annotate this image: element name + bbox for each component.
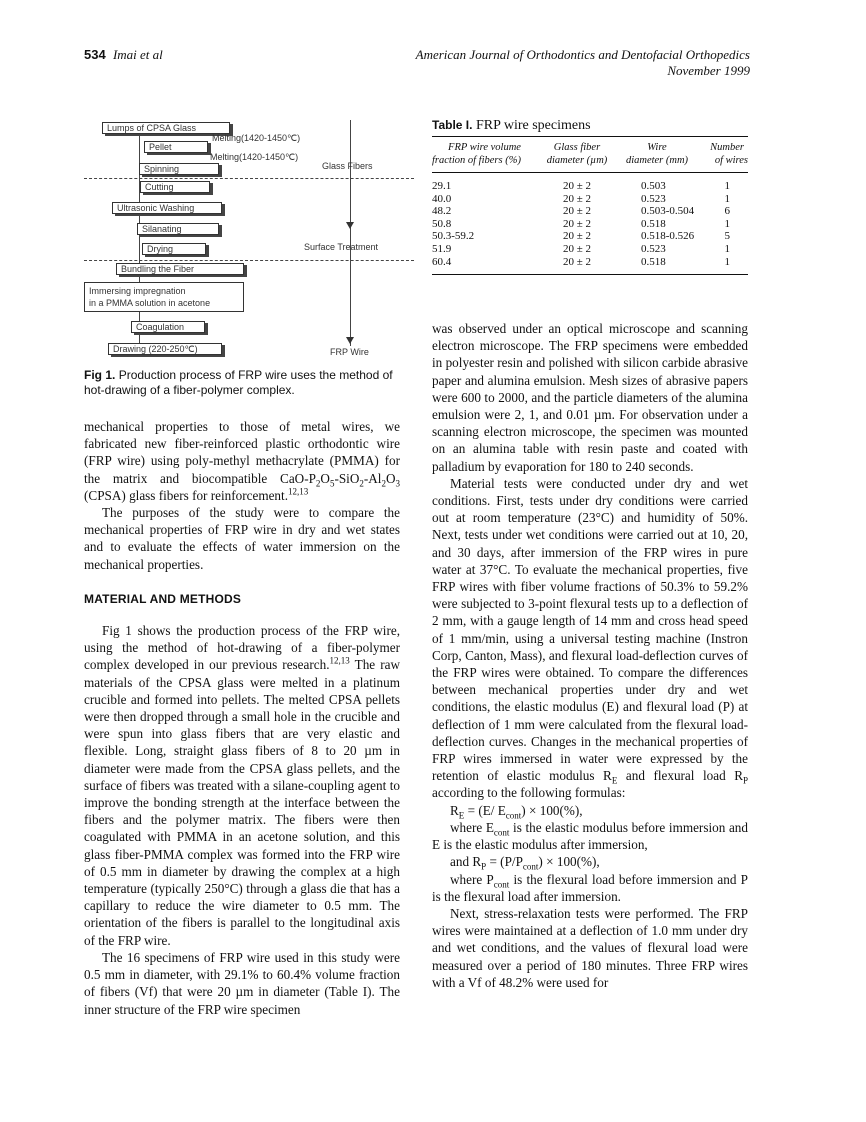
- text-run: and flexural load R: [617, 768, 743, 784]
- arrow-down-icon: [346, 337, 354, 344]
- table-row: [432, 256, 748, 275]
- table-title-text: FRP wire specimens: [475, 118, 591, 133]
- paragraph: The 16 specimens of FRP wire used in this study were 0.5 mm in diameter, with 29.1% to 60.4% volume fraction of fibers (Vf) that were 20 µm in diameter (Table I). The inner structure of the FRP wire specimen: [84, 949, 400, 1017]
- subscript: P: [743, 775, 749, 786]
- header-line: Glass fiber: [553, 142, 601, 153]
- table-cell: 0.518: [641, 255, 666, 268]
- figure-label: Fig 1.: [84, 368, 116, 382]
- table-cell: 0.518: [641, 217, 666, 230]
- text-run: mechanical properties to those of metal wires, we fabricated new fiber-reinforced plastic orthodontic wire (FRP wire) using poly-methyl methacrylate (PMMA) for the matrix and biocompatible CaO-P: [84, 419, 400, 486]
- subscript: E: [611, 775, 618, 786]
- header-line: diameter (mm): [625, 155, 689, 166]
- step-immersing-line-1: Immersing impregnation: [89, 286, 186, 296]
- table-cell: 1: [724, 180, 730, 192]
- step-ultrasonic-washing: Ultrasonic Washing: [112, 202, 222, 214]
- table-row: [432, 205, 748, 218]
- table-cell: 1: [724, 255, 730, 268]
- text-run: and R: [450, 854, 482, 870]
- journal-name: American Journal of Orthodontics and Dentofacial Orthopedics: [415, 47, 750, 62]
- issue-date: November 1999: [667, 63, 750, 78]
- formula-re: [432, 802, 748, 819]
- step-immersing: [84, 282, 244, 312]
- text-run: Fig 1 shows the production process of the FRP wire, using the method of hot-drawing of a fiber-polymer complex developed in our previous research.: [84, 623, 400, 673]
- text-run: R: [450, 802, 459, 818]
- table-title: [432, 118, 591, 134]
- table-cell: 0.503-0.504: [641, 205, 695, 218]
- table-cell: 20 ± 2: [562, 217, 592, 230]
- table-cell: 50.3-59.2: [432, 230, 475, 243]
- step-spinning: Spinning: [139, 163, 219, 175]
- authors: Imai et al: [112, 47, 163, 62]
- table-row: [432, 173, 748, 193]
- text-run: O: [385, 470, 396, 486]
- text-run: = (E/ E: [464, 802, 506, 818]
- page-number: 534: [84, 47, 106, 62]
- table-cell: 50.8: [432, 217, 452, 230]
- subscript: P: [481, 861, 487, 872]
- table-cell: 51.9: [432, 242, 452, 255]
- paragraph: [84, 418, 400, 504]
- paragraph: was observed under an optical microscope and scanning electron microscope. The FRP specimens were embedded in polyester resin and polished with silicon carbide abrasive paper and alumina emulsion. Mesh sizes of abrasive papers were 600 to 2000, and the particle diameters of the alumina emulsion were 2, 1, and 0.01 µm. For observation under a scanning electron microscope, the specimen was mounted on an alumina table with resin paste and coated with palladium by evaporation for 180 to 240 seconds.: [432, 321, 748, 474]
- text-run: The raw materials of the CPSA glass were melted in a platinum crucible and formed into pellets. The melted CPSA pellets were then dropped through a small hole in the crucible and were spun into glass fibers that are very elastic and flexible. Long, straight glass fibers of 8 to 20 µm in diameter were made from the CPSA glass pellets, and the surface of fibers was treated with a silane-coupling agent to improve the bonding strength at the interface between the fibers and the polymer matrix. The fibers were then coagulated with PMMA in an acetone solution, and this glass fiber-PMMA complex was formed into the FRP wire of 0.5 mm in diameter by drawing the complex at a high temperature (typically 250°C) through a glass die that has a capillary to reduce the wire diameter to 0.5 mm. The orientation of the fibers is parallel to the longitudinal axis of the FRP wire.: [84, 657, 400, 948]
- table-cell: 20 ± 2: [562, 192, 592, 205]
- text-run: Material tests were conducted under dry and wet conditions. First, tests under dry conditions were carried out at room temperature (23°C) and humidity of 50%. Next, tests under wet conditions were carried out at 10, 20, and 30 days, after immersion of the FRP wires in pure water at 37°C. To evaluate the mechanical properties, five FRP wires with fiber volume fractions of 50.3% to 59.2% were subjected to 3-point flexural tests up to a deflection of 2 mm, with a gauge length of 14 mm and cross head speed of 1 mm/min, using a universal testing machine (Instron Corp, Canton, Mass), and flexural load-deflection curves of the FRP wires were obtained. To compare the differences between mechanical properties under dry and wet conditions, the elastic modulus (E) and flexural load (P) at deflection of 1 mm were calculated from the flexural load-deflection curves. Changes in the mechanical properties of FRP wires immersed in water were expressed by the retention of elastic modulus R: [432, 475, 748, 784]
- paragraph: [432, 475, 748, 802]
- stage-divider: [84, 260, 414, 261]
- subscript: cont: [493, 827, 510, 838]
- step-drawing: Drawing (220-250℃): [108, 343, 222, 355]
- header-line: diameter (µm): [546, 155, 608, 166]
- running-header-left: [84, 47, 163, 63]
- table-cell: 20 ± 2: [562, 180, 592, 192]
- paragraph: The purposes of the study were to compare the mechanical properties of FRP wire in dry and wet states and to evaluate the effects of water immersion on the mechanical properties.: [84, 505, 400, 572]
- text-run: = (P/P: [486, 854, 523, 870]
- figure-1-caption: [84, 368, 400, 398]
- table-cell: 0.503: [641, 180, 666, 192]
- table-cell: 5: [724, 230, 730, 243]
- subscript: cont: [522, 861, 539, 872]
- table-header-row: [432, 137, 748, 173]
- paragraph: Next, stress-relaxation tests were performed. The FRP wires were maintained at a deflection of 1.0 mm under dry and wet conditions, and the values of flexural load were measured over a period of 180 minutes. Three FRP wires with a Vf of 48.2% were used for: [432, 905, 748, 990]
- left-column: [84, 418, 400, 1018]
- table-cell: 20 ± 2: [562, 205, 592, 218]
- reference-superscript: 12,13: [288, 486, 309, 497]
- subscript: 5: [329, 478, 335, 489]
- text-run: ) × 100(%),: [521, 802, 583, 818]
- col-header-volume-fraction: [432, 137, 537, 173]
- header-line: fraction of fibers (%): [432, 155, 521, 166]
- table-row: [432, 218, 748, 231]
- stage-divider: [84, 178, 414, 179]
- step-lumps: Lumps of CPSA Glass: [102, 122, 230, 134]
- text-run: ) × 100(%),: [538, 854, 600, 870]
- subscript: 2: [381, 478, 386, 489]
- reference-superscript: 12,13: [329, 656, 350, 667]
- figure-caption-text: Production process of FRP wire uses the method of hot-drawing of a fiber-polymer complex.: [84, 368, 393, 397]
- step-silanating: Silanating: [137, 223, 219, 235]
- step-bundling: Bundling the Fiber: [116, 263, 244, 275]
- arrow-down-icon: [346, 222, 354, 229]
- table-row: [432, 193, 748, 206]
- stage-glass-fibers: Glass Fibers: [322, 161, 373, 171]
- table-cell: 0.518-0.526: [641, 230, 695, 243]
- table-cell: 20 ± 2: [562, 255, 592, 268]
- step-melting-2: Melting(1420-1450℃): [210, 152, 299, 162]
- table-cell: 0.523: [641, 192, 666, 205]
- step-coagulation: Coagulation: [131, 321, 205, 333]
- text-run: (CPSA) glass fibers for reinforcement.: [84, 487, 288, 503]
- table-cell: 1: [724, 242, 730, 255]
- step-immersing-line-2: in a PMMA solution in acetone: [89, 298, 211, 308]
- step-melting-1: Melting(1420-1450℃): [212, 133, 301, 143]
- text-run: -SiO: [334, 470, 360, 486]
- step-drying: Drying: [142, 243, 206, 255]
- paragraph: [432, 819, 748, 853]
- header-line: of wires: [714, 155, 748, 166]
- formula-rp: [432, 853, 748, 870]
- table-cell: 29.1: [432, 180, 452, 192]
- table-cell: 20 ± 2: [562, 242, 592, 255]
- subscript: 3: [395, 478, 400, 489]
- table-cell: 1: [724, 192, 730, 205]
- text-run: where E: [450, 819, 494, 835]
- subscript: 2: [359, 478, 364, 489]
- step-cutting: Cutting: [140, 181, 210, 193]
- col-header-number: [697, 137, 748, 173]
- subscript: cont: [493, 879, 510, 890]
- header-line: Number: [710, 142, 744, 153]
- stage-surface-treatment: Surface Treatment: [304, 242, 379, 252]
- table-cell: 40.0: [432, 192, 452, 205]
- text-run: -Al: [363, 470, 382, 486]
- text-run: where P: [450, 871, 494, 887]
- subscript: cont: [505, 810, 522, 821]
- table-row: [432, 230, 748, 243]
- stage-arrow-shaft: [350, 120, 351, 346]
- right-column: [432, 320, 748, 991]
- section-heading: MATERIAL AND METHODS: [84, 591, 242, 606]
- text-run: according to the following formulas:: [432, 785, 626, 801]
- table-cell: 0.523: [641, 242, 666, 255]
- table-cell: 60.4: [432, 255, 452, 268]
- col-header-wire-diameter: [617, 137, 697, 173]
- table-frp-wire-specimens: [432, 136, 748, 275]
- paragraph: [84, 622, 400, 949]
- text-run: is the elastic modulus before immersion and E is the elastic modulus after immersion,: [432, 819, 748, 853]
- table-cell: 1: [724, 217, 730, 230]
- step-pellet: Pellet: [144, 141, 208, 153]
- table-cell: 20 ± 2: [562, 230, 592, 243]
- subscript: E: [458, 810, 465, 821]
- table-cell: 48.2: [432, 205, 452, 218]
- table-row: [432, 243, 748, 256]
- text-run: O: [320, 470, 330, 486]
- subscript: 2: [315, 478, 321, 489]
- text-run: is the flexural load before immersion and P is the flexural load after immersion.: [432, 871, 748, 904]
- table-cell: 6: [724, 205, 730, 218]
- col-header-fiber-diameter: [537, 137, 617, 173]
- header-line: FRP wire volume: [448, 142, 521, 153]
- header-line: Wire: [647, 142, 667, 153]
- paragraph: [432, 871, 748, 905]
- running-header-right: [416, 47, 750, 79]
- table-label: Table I.: [432, 118, 473, 132]
- stage-frp-wire: FRP Wire: [330, 347, 369, 357]
- figure-1-diagram: [84, 118, 414, 358]
